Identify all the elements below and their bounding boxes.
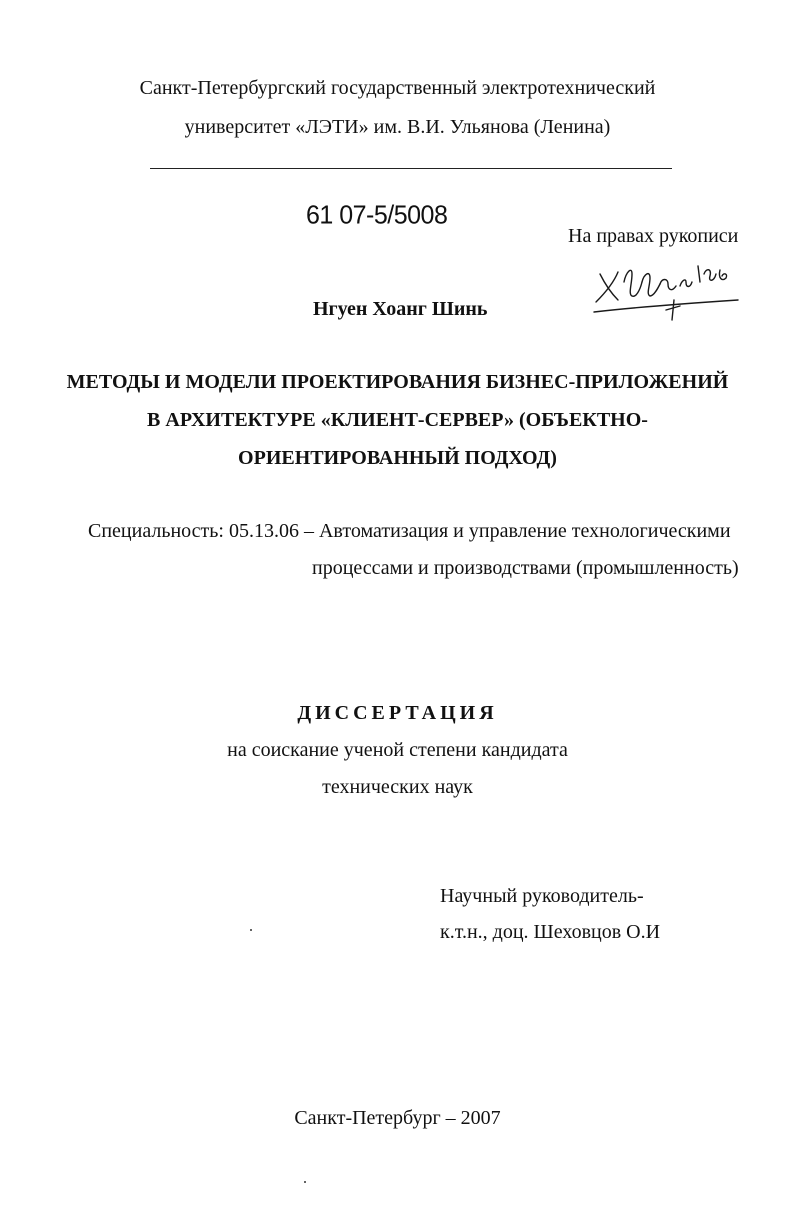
scan-speck [304, 1181, 306, 1183]
dissertation-heading: ДИССЕРТАЦИЯ [297, 702, 498, 724]
manuscript-note: На правах рукописи [568, 225, 739, 247]
degree-line-1: на соискание ученой степени кандидата [227, 739, 568, 761]
specialty-line-1: Специальность: 05.13.06 – Автоматизация и управление технологическими [88, 520, 731, 542]
header-divider [150, 168, 672, 169]
archive-code-stamp: 61 07-5/5008 [306, 200, 448, 230]
thesis-title-line-1: МЕТОДЫ И МОДЕЛИ ПРОЕКТИРОВАНИЯ БИЗНЕС-ПРИЛОЖЕНИЙ [66, 371, 729, 393]
handwritten-signature [588, 252, 748, 324]
thesis-title-line-2: В АРХИТЕКТУРЕ «КЛИЕНТ-СЕРВЕР» (ОБЪЕКТНО- [147, 409, 648, 431]
scan-speck [250, 929, 252, 931]
university-line-2: университет «ЛЭТИ» им. В.И. Ульянова (Ленина) [184, 116, 611, 138]
specialty-line-2: процессами и производствами (промышленность) [312, 557, 739, 579]
thesis-title-line-3: ОРИЕНТИРОВАННЫЙ ПОДХОД) [238, 447, 557, 469]
supervisor-label: Научный руководитель- [440, 885, 644, 907]
svg-text:Хюши: Хюши [588, 252, 591, 253]
university-line-1: Санкт-Петербургский государственный электротехнический [139, 77, 656, 99]
author-name: Нгуен Хоанг Шинь [313, 298, 488, 320]
supervisor-name: к.т.н., доц. Шеховцов О.И [440, 921, 661, 943]
place-year: Санкт-Петербург – 2007 [294, 1107, 501, 1129]
degree-line-2: технических наук [322, 776, 473, 798]
